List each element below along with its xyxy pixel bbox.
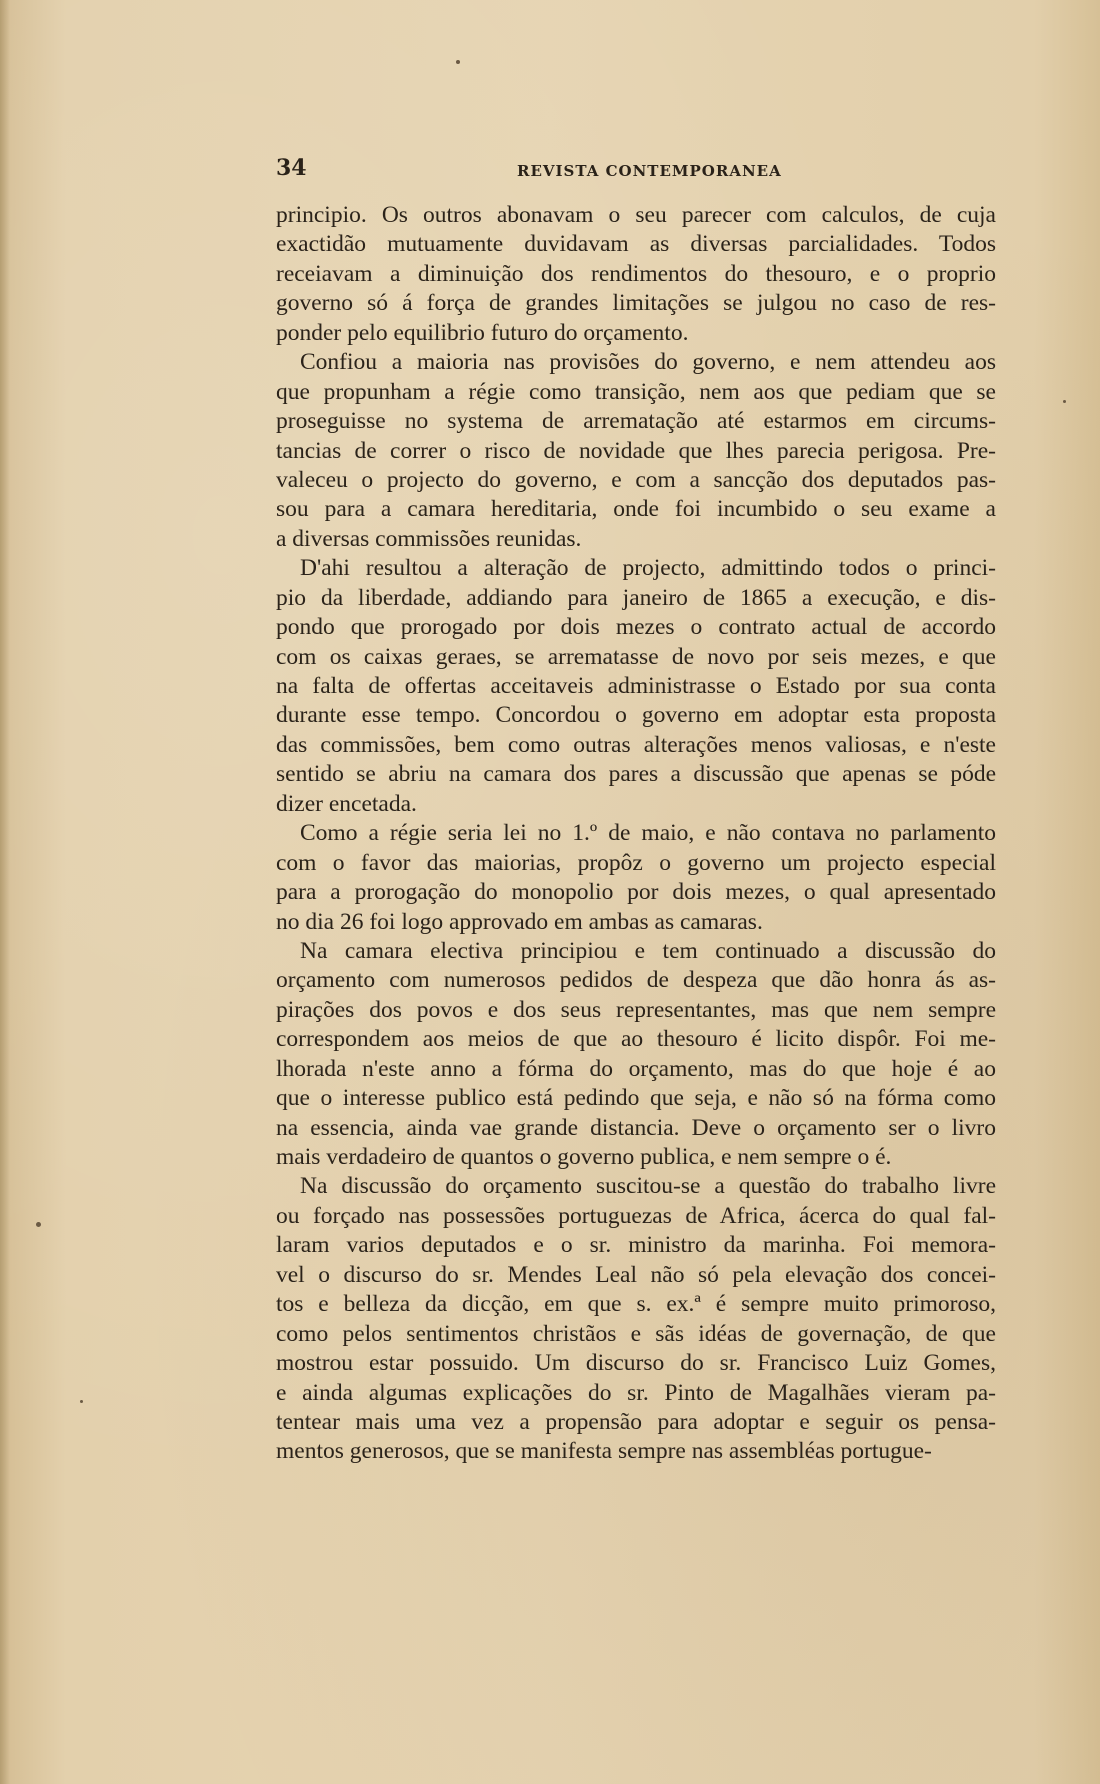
text-line: mostrou estar possuido. Um discurso do sr. Francisco Luiz Gomes, <box>276 1350 996 1377</box>
text-line: lhorada n'este anno a fórma do orçamento, mas do que hoje é ao <box>276 1055 996 1082</box>
text-line: pirações dos povos e dos seus representantes, mas que nem sempre <box>276 996 996 1023</box>
text-line: durante esse tempo. Concordou o governo em adoptar esta proposta <box>276 702 996 729</box>
text-line: na essencia, ainda vae grande distancia. Deve o orçamento ser o livro <box>276 1114 996 1141</box>
text-line: no dia 26 foi logo approvado em ambas as camaras. <box>276 908 763 935</box>
text-line: ou forçado nas possessões portuguezas de Africa, ácerca do qual fal- <box>276 1202 996 1229</box>
paragraph <box>276 819 996 937</box>
text-line: a diversas commissões reunidas. <box>276 525 582 552</box>
text-line: na falta de offertas acceitaveis administrasse o Estado por sua conta <box>276 673 996 699</box>
text-line: ponder pelo equilibrio futuro do orçamento. <box>276 319 689 346</box>
text-line: Na camara electiva principiou e tem continuado a discussão do <box>300 937 996 964</box>
text-line: exactidão mutuamente duvidavam as diversas parcialidades. Todos <box>276 231 996 258</box>
text-line: valeceu o projecto do governo, e com a sancção dos deputados pas- <box>276 466 996 493</box>
text-line: das commissões, bem como outras alterações menos valiosas, e n'este <box>276 731 996 758</box>
body-text <box>276 201 996 1467</box>
text-line: proseguisse no systema de arrematação até estarmos em circums- <box>276 408 996 435</box>
page-number: 34 <box>276 155 307 181</box>
text-line: com o favor das maiorias, propôz o governo um projecto especial <box>276 849 996 876</box>
paragraph <box>276 554 996 819</box>
text-line: para a prorogação do monopolio por dois mezes, o qual apresentado <box>276 879 996 906</box>
text-line: laram varios deputados e o sr. ministro da marinha. Foi memora- <box>276 1232 996 1259</box>
text-line: mentos generosos, que se manifesta sempre nas assembléas portugue- <box>276 1438 932 1465</box>
text-line: que o interesse publico está pedindo que seja, e não só na fórma como <box>276 1085 996 1112</box>
paper-speck <box>80 1400 83 1403</box>
text-line: dizer encetada. <box>276 790 417 817</box>
text-line: e ainda algumas explicações do sr. Pinto de Magalhães vieram pa- <box>276 1379 996 1406</box>
page-header <box>276 155 996 189</box>
text-line: tentear mais uma vez a propensão para adoptar e seguir os pensa- <box>276 1408 996 1435</box>
text-line: D'ahi resultou a alteração de projecto, admittindo todos o princi- <box>300 555 996 582</box>
text-line: vel o discurso do sr. Mendes Leal não só pela elevação dos concei- <box>276 1261 996 1288</box>
paper-speck <box>456 60 460 64</box>
text-line: sentido se abriu na camara dos pares a discussão que apenas se póde <box>276 761 996 788</box>
text-line: mais verdadeiro de quantos o governo publica, e nem sempre o é. <box>276 1144 892 1170</box>
paragraph <box>276 1172 996 1466</box>
text-line: receiavam a diminuição dos rendimentos do thesouro, e o proprio <box>276 260 996 287</box>
text-line: tancias de correr o risco de novidade que lhes parecia perigosa. Pre- <box>276 437 996 464</box>
text-line: como pelos sentimentos christãos e sãs idéas de governação, de que <box>276 1320 996 1347</box>
text-line: com os caixas geraes, se arrematasse de novo por seis mezes, e que <box>276 643 996 670</box>
running-head: REVISTA CONTEMPORANEA <box>517 162 782 180</box>
text-line: Confiou a maioria nas provisões do governo, e nem attendeu aos <box>300 349 996 376</box>
paragraph <box>276 937 996 1173</box>
paper-speck <box>36 1222 41 1227</box>
text-line: pio da liberdade, addiando para janeiro de 1865 a execução, e dis- <box>276 584 996 611</box>
text-line: correspondem aos meios de que ao thesouro é licito dispôr. Foi me- <box>276 1026 996 1053</box>
text-line: Como a régie seria lei no 1.º de maio, e não contava no parlamento <box>300 820 996 847</box>
text-line: sou para a camara hereditaria, onde foi incumbido o seu exame a <box>276 496 996 523</box>
text-line: pondo que prorogado por dois mezes o contrato actual de accordo <box>276 614 996 641</box>
paragraph <box>276 201 996 348</box>
text-line: governo só á força de grandes limitações se julgou no caso de res- <box>276 290 996 317</box>
text-line: orçamento com numerosos pedidos de despeza que dão honra ás as- <box>276 967 996 994</box>
text-line: tos e belleza da dicção, em que s. ex.ª é sempre muito primoroso, <box>276 1291 996 1318</box>
text-line: que propunham a régie como transição, nem aos que pediam que se <box>276 378 996 405</box>
page-edge-shadow <box>0 0 10 1784</box>
text-line: Na discussão do orçamento suscitou-se a questão do trabalho livre <box>300 1173 996 1200</box>
paragraph <box>276 348 996 554</box>
text-line: principio. Os outros abonavam o seu parecer com calculos, de cuja <box>276 202 996 228</box>
paper-speck <box>1063 400 1066 403</box>
